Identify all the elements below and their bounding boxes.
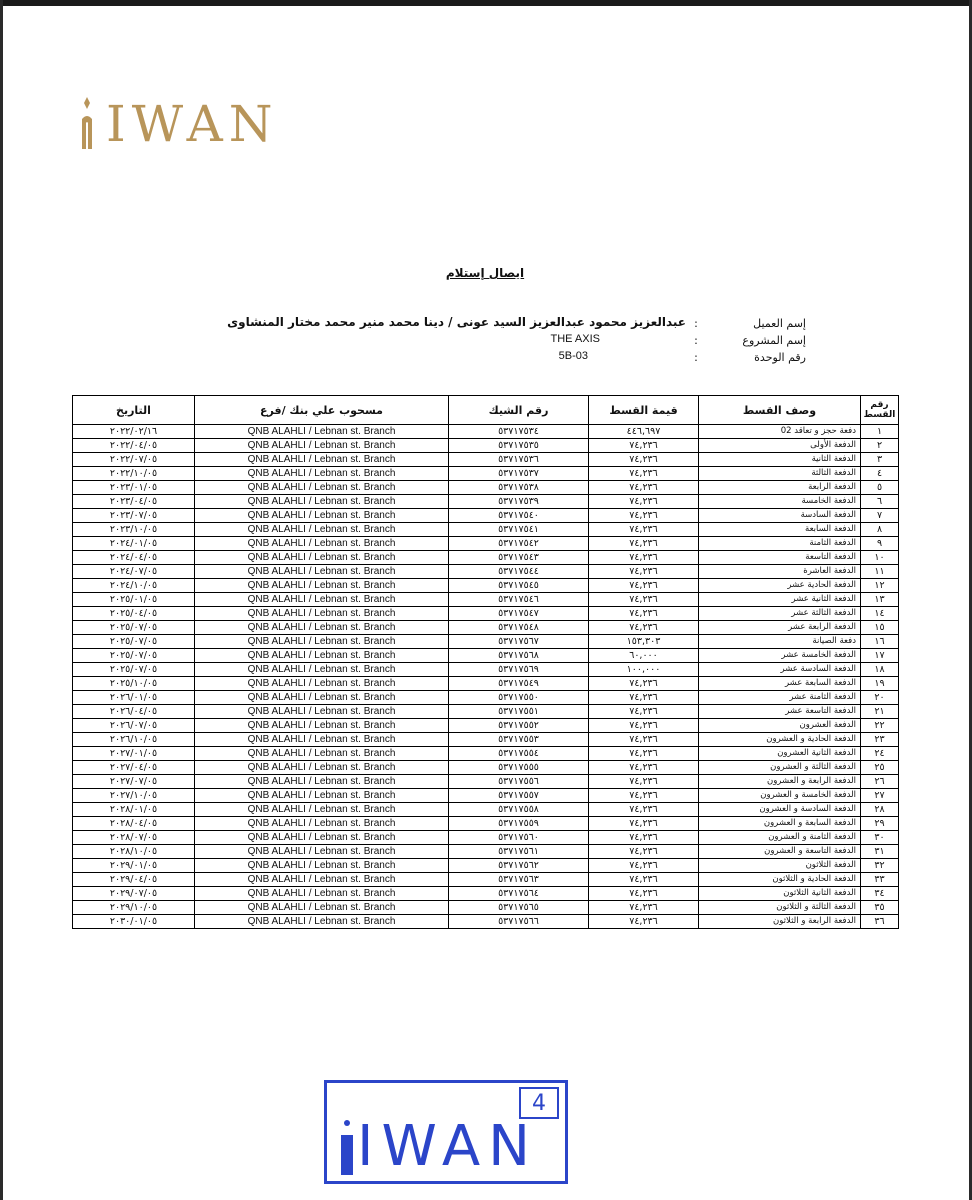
date-cell: ٢٠٢٩/٠٤/٠٥ <box>73 873 195 887</box>
date-cell: ٢٠٢٥/٠٧/٠٥ <box>73 635 195 649</box>
table-row <box>73 873 899 887</box>
installment-number-cell: ٣٤ <box>861 887 899 901</box>
table-row <box>73 425 899 439</box>
date-cell: ٢٠٢٧/٠٧/٠٥ <box>73 775 195 789</box>
bank-branch-cell: QNB ALAHLI / Lebnan st. Branch <box>195 523 449 537</box>
cheque-number-cell: ٥٣٧١٧٥٥٧ <box>449 789 589 803</box>
amount-cell: ٤٤٦,٦٩٧ <box>589 425 699 439</box>
description-cell: الدفعة التاسعة <box>699 551 861 565</box>
amount-cell: ٧٤,٢٣٦ <box>589 775 699 789</box>
cheque-number-cell: ٥٣٧١٧٥٣٩ <box>449 495 589 509</box>
project-name: THE AXIS <box>550 333 600 345</box>
amount-cell: ٧٤,٢٣٦ <box>589 481 699 495</box>
installment-number-cell: ٢٩ <box>861 817 899 831</box>
installment-number-cell: ٣٦ <box>861 915 899 929</box>
cheque-number-cell: ٥٣٧١٧٥٣٤ <box>449 425 589 439</box>
cheque-number-cell: ٥٣٧١٧٥٦٧ <box>449 635 589 649</box>
bank-branch-cell: QNB ALAHLI / Lebnan st. Branch <box>195 551 449 565</box>
cheque-number-cell: ٥٣٧١٧٥٣٥ <box>449 439 589 453</box>
table-row <box>73 453 899 467</box>
iwan-logo <box>78 92 279 156</box>
cheque-number-cell: ٥٣٧١٧٥٤٤ <box>449 565 589 579</box>
table-row <box>73 621 899 635</box>
installment-number-cell: ٢ <box>861 439 899 453</box>
cheque-number-cell: ٥٣٧١٧٥٥٦ <box>449 775 589 789</box>
date-cell: ٢٠٢٥/٠٧/٠٥ <box>73 663 195 677</box>
date-cell: ٢٠٢٦/١٠/٠٥ <box>73 733 195 747</box>
description-cell: الدفعة العاشرة <box>699 565 861 579</box>
bank-branch-cell: QNB ALAHLI / Lebnan st. Branch <box>195 817 449 831</box>
table-row <box>73 649 899 663</box>
bank-branch-cell: QNB ALAHLI / Lebnan st. Branch <box>195 565 449 579</box>
amount-cell: ٧٤,٢٣٦ <box>589 677 699 691</box>
date-cell: ٢٠٢٥/٠٧/٠٥ <box>73 649 195 663</box>
amount-cell: ١٠٠,٠٠٠ <box>589 663 699 677</box>
description-cell: دفعة حجز و تعاقد 02 <box>699 425 861 439</box>
date-cell: ٢٠٢٧/١٠/٠٥ <box>73 789 195 803</box>
amount-cell: ٧٤,٢٣٦ <box>589 887 699 901</box>
date-cell: ٢٠٢٢/٠٤/٠٥ <box>73 439 195 453</box>
date-cell: ٢٠٢٨/١٠/٠٥ <box>73 845 195 859</box>
cheque-number-cell: ٥٣٧١٧٥٥٨ <box>449 803 589 817</box>
description-cell: الدفعة الثانية الثلاثون <box>699 887 861 901</box>
bank-branch-cell: QNB ALAHLI / Lebnan st. Branch <box>195 873 449 887</box>
bank-branch-cell: QNB ALAHLI / Lebnan st. Branch <box>195 887 449 901</box>
installment-number-cell: ٥ <box>861 481 899 495</box>
date-cell: ٢٠٢٦/٠٤/٠٥ <box>73 705 195 719</box>
description-cell: الدفعة الحادية و العشرون <box>699 733 861 747</box>
description-cell: الدفعة الثالثة و الثلاثون <box>699 901 861 915</box>
table-row <box>73 509 899 523</box>
table-row <box>73 481 899 495</box>
cheque-number-cell: ٥٣٧١٧٥٦٩ <box>449 663 589 677</box>
cheque-number-cell: ٥٣٧١٧٥٤٠ <box>449 509 589 523</box>
amount-cell: ١٥٣,٣٠٣ <box>589 635 699 649</box>
date-cell: ٢٠٣٠/٠١/٠٥ <box>73 915 195 929</box>
cheque-number-cell: ٥٣٧١٧٥٤١ <box>449 523 589 537</box>
header-date: التاريخ <box>73 396 195 425</box>
installment-number-cell: ١٢ <box>861 579 899 593</box>
cheque-number-cell: ٥٣٧١٧٥٤٣ <box>449 551 589 565</box>
amount-cell: ٧٤,٢٣٦ <box>589 705 699 719</box>
bank-branch-cell: QNB ALAHLI / Lebnan st. Branch <box>195 831 449 845</box>
installment-number-cell: ٢٣ <box>861 733 899 747</box>
installment-number-cell: ٢١ <box>861 705 899 719</box>
table-row <box>73 747 899 761</box>
table-row <box>73 775 899 789</box>
bank-branch-cell: QNB ALAHLI / Lebnan st. Branch <box>195 663 449 677</box>
amount-cell: ٧٤,٢٣٦ <box>589 439 699 453</box>
description-cell: الدفعة الثالثة و العشرون <box>699 761 861 775</box>
cheque-number-cell: ٥٣٧١٧٥٦٢ <box>449 859 589 873</box>
cheque-number-cell: ٥٣٧١٧٥٤٨ <box>449 621 589 635</box>
amount-cell: ٧٤,٢٣٦ <box>589 845 699 859</box>
description-cell: الدفعة الثامنة و العشرون <box>699 831 861 845</box>
description-cell: الدفعة التاسعة و العشرون <box>699 845 861 859</box>
table-row <box>73 761 899 775</box>
amount-cell: ٧٤,٢٣٦ <box>589 901 699 915</box>
table-row <box>73 593 899 607</box>
amount-cell: ٧٤,٢٣٦ <box>589 915 699 929</box>
description-cell: الدفعة السابعة <box>699 523 861 537</box>
description-cell: الدفعة التاسعة عشر <box>699 705 861 719</box>
description-cell: دفعة الصيانة <box>699 635 861 649</box>
bank-branch-cell: QNB ALAHLI / Lebnan st. Branch <box>195 481 449 495</box>
bank-branch-cell: QNB ALAHLI / Lebnan st. Branch <box>195 915 449 929</box>
bank-branch-cell: QNB ALAHLI / Lebnan st. Branch <box>195 789 449 803</box>
date-cell: ٢٠٢٧/٠١/٠٥ <box>73 747 195 761</box>
description-cell: الدفعة السابعة عشر <box>699 677 861 691</box>
header-description: وصف القسط <box>699 396 861 425</box>
description-cell: الدفعة العشرون <box>699 719 861 733</box>
client-label: إسم العميل <box>753 317 806 330</box>
description-cell: الدفعة الخامسة عشر <box>699 649 861 663</box>
table-row <box>73 467 899 481</box>
bank-branch-cell: QNB ALAHLI / Lebnan st. Branch <box>195 859 449 873</box>
date-cell: ٢٠٢٣/٠٧/٠٥ <box>73 509 195 523</box>
date-cell: ٢٠٢٥/٠٧/٠٥ <box>73 621 195 635</box>
installment-number-cell: ١٨ <box>861 663 899 677</box>
cheque-number-cell: ٥٣٧١٧٥٤٧ <box>449 607 589 621</box>
table-row <box>73 803 899 817</box>
date-cell: ٢٠٢٦/٠٧/٠٥ <box>73 719 195 733</box>
table-row <box>73 551 899 565</box>
installment-number-cell: ٨ <box>861 523 899 537</box>
header-bank-branch: مسحوب علي بنك /فرع <box>195 396 449 425</box>
installment-number-cell: ٣٢ <box>861 859 899 873</box>
page-top-edge <box>0 0 972 6</box>
bank-branch-cell: QNB ALAHLI / Lebnan st. Branch <box>195 621 449 635</box>
amount-cell: ٧٤,٢٣٦ <box>589 453 699 467</box>
date-cell: ٢٠٢٢/٠٧/٠٥ <box>73 453 195 467</box>
amount-cell: ٧٤,٢٣٦ <box>589 495 699 509</box>
stamp-text: IWAN <box>357 1114 539 1179</box>
amount-cell: ٧٤,٢٣٦ <box>589 593 699 607</box>
table-row <box>73 719 899 733</box>
installment-number-cell: ٤ <box>861 467 899 481</box>
table-row <box>73 789 899 803</box>
table-row <box>73 831 899 845</box>
date-cell: ٢٠٢٨/٠٧/٠٥ <box>73 831 195 845</box>
bank-branch-cell: QNB ALAHLI / Lebnan st. Branch <box>195 747 449 761</box>
cheque-number-cell: ٥٣٧١٧٥٦١ <box>449 845 589 859</box>
header-amount: قيمة القسط <box>589 396 699 425</box>
table-row <box>73 607 899 621</box>
installment-number-cell: ٣٥ <box>861 901 899 915</box>
amount-cell: ٧٤,٢٣٦ <box>589 831 699 845</box>
description-cell: الدفعة الرابعة و الثلاثون <box>699 915 861 929</box>
bank-branch-cell: QNB ALAHLI / Lebnan st. Branch <box>195 901 449 915</box>
amount-cell: ٦٠,٠٠٠ <box>589 649 699 663</box>
amount-cell: ٧٤,٢٣٦ <box>589 817 699 831</box>
bank-branch-cell: QNB ALAHLI / Lebnan st. Branch <box>195 677 449 691</box>
date-cell: ٢٠٢٥/٠١/٠٥ <box>73 593 195 607</box>
table-row <box>73 523 899 537</box>
header-installment-number: رقم القسط <box>861 396 899 425</box>
cheque-number-cell: ٥٣٧١٧٥٤٦ <box>449 593 589 607</box>
client-name: عبدالعزيز محمود عبدالعزيز السيد عونى / دينا محمد منير محمد مختار المنشاوى <box>227 315 686 329</box>
description-cell: الدفعة الثلاثون <box>699 859 861 873</box>
bank-branch-cell: QNB ALAHLI / Lebnan st. Branch <box>195 439 449 453</box>
installment-number-cell: ١٦ <box>861 635 899 649</box>
amount-cell: ٧٤,٢٣٦ <box>589 579 699 593</box>
table-row <box>73 915 899 929</box>
logo-text: IWAN <box>106 95 279 153</box>
date-cell: ٢٠٢٩/٠٧/٠٥ <box>73 887 195 901</box>
company-stamp <box>324 1080 568 1184</box>
installment-number-cell: ٣٠ <box>861 831 899 845</box>
description-cell: الدفعة الرابعة و العشرون <box>699 775 861 789</box>
table-row <box>73 565 899 579</box>
table-row <box>73 859 899 873</box>
installment-number-cell: ١٠ <box>861 551 899 565</box>
installment-number-cell: ٣٣ <box>861 873 899 887</box>
amount-cell: ٧٤,٢٣٦ <box>589 859 699 873</box>
cheque-number-cell: ٥٣٧١٧٥٣٨ <box>449 481 589 495</box>
installment-number-cell: ٢٤ <box>861 747 899 761</box>
bank-branch-cell: QNB ALAHLI / Lebnan st. Branch <box>195 733 449 747</box>
description-cell: الدفعة الرابعة عشر <box>699 621 861 635</box>
cheque-number-cell: ٥٣٧١٧٥٦٦ <box>449 915 589 929</box>
installment-number-cell: ٢٧ <box>861 789 899 803</box>
table-row <box>73 495 899 509</box>
cheque-number-cell: ٥٣٧١٧٥٣٦ <box>449 453 589 467</box>
page-left-edge <box>0 0 3 1200</box>
table-row <box>73 817 899 831</box>
table-row <box>73 439 899 453</box>
installment-number-cell: ٢٥ <box>861 761 899 775</box>
amount-cell: ٧٤,٢٣٦ <box>589 719 699 733</box>
cheque-number-cell: ٥٣٧١٧٥٤٩ <box>449 677 589 691</box>
table-row <box>73 845 899 859</box>
table-row <box>73 579 899 593</box>
bank-branch-cell: QNB ALAHLI / Lebnan st. Branch <box>195 509 449 523</box>
cheque-number-cell: ٥٣٧١٧٥٥٠ <box>449 691 589 705</box>
table-row <box>73 537 899 551</box>
cheque-number-cell: ٥٣٧١٧٥٦٨ <box>449 649 589 663</box>
amount-cell: ٧٤,٢٣٦ <box>589 621 699 635</box>
amount-cell: ٧٤,٢٣٦ <box>589 551 699 565</box>
cheque-number-cell: ٥٣٧١٧٥٥٩ <box>449 817 589 831</box>
bank-branch-cell: QNB ALAHLI / Lebnan st. Branch <box>195 649 449 663</box>
installment-number-cell: ١٥ <box>861 621 899 635</box>
bank-branch-cell: QNB ALAHLI / Lebnan st. Branch <box>195 425 449 439</box>
amount-cell: ٧٤,٢٣٦ <box>589 733 699 747</box>
amount-cell: ٧٤,٢٣٦ <box>589 467 699 481</box>
date-cell: ٢٠٢٣/٠١/٠٥ <box>73 481 195 495</box>
description-cell: الدفعة الثالثة عشر <box>699 607 861 621</box>
installment-number-cell: ١٤ <box>861 607 899 621</box>
description-cell: الدفعة الرابعة <box>699 481 861 495</box>
cheque-number-cell: ٥٣٧١٧٥٤٥ <box>449 579 589 593</box>
bank-branch-cell: QNB ALAHLI / Lebnan st. Branch <box>195 593 449 607</box>
description-cell: الدفعة السادسة <box>699 509 861 523</box>
amount-cell: ٧٤,٢٣٦ <box>589 691 699 705</box>
stamp-mark-icon <box>335 1117 359 1177</box>
bank-branch-cell: QNB ALAHLI / Lebnan st. Branch <box>195 691 449 705</box>
date-cell: ٢٠٢٨/٠١/٠٥ <box>73 803 195 817</box>
bank-branch-cell: QNB ALAHLI / Lebnan st. Branch <box>195 453 449 467</box>
installment-number-cell: ١١ <box>861 565 899 579</box>
iwan-logo-mark-icon <box>78 95 96 153</box>
date-cell: ٢٠٢٥/٠٤/٠٥ <box>73 607 195 621</box>
unit-number: 5B-03 <box>558 350 588 362</box>
installment-number-cell: ١٩ <box>861 677 899 691</box>
cheque-number-cell: ٥٣٧١٧٥٥٤ <box>449 747 589 761</box>
bank-branch-cell: QNB ALAHLI / Lebnan st. Branch <box>195 775 449 789</box>
date-cell: ٢٠٢٤/١٠/٠٥ <box>73 579 195 593</box>
cheque-number-cell: ٥٣٧١٧٥٥٢ <box>449 719 589 733</box>
amount-cell: ٧٤,٢٣٦ <box>589 873 699 887</box>
cheque-number-cell: ٥٣٧١٧٥٣٧ <box>449 467 589 481</box>
installments-table <box>72 395 899 929</box>
table-row <box>73 663 899 677</box>
installment-number-cell: ٣١ <box>861 845 899 859</box>
date-cell: ٢٠٢٩/١٠/٠٥ <box>73 901 195 915</box>
installment-number-cell: ١٣ <box>861 593 899 607</box>
project-label: إسم المشروع <box>742 334 806 347</box>
installment-number-cell: ١٧ <box>861 649 899 663</box>
bank-branch-cell: QNB ALAHLI / Lebnan st. Branch <box>195 719 449 733</box>
date-cell: ٢٠٢٣/١٠/٠٥ <box>73 523 195 537</box>
table-row <box>73 705 899 719</box>
date-cell: ٢٠٢٨/٠٤/٠٥ <box>73 817 195 831</box>
amount-cell: ٧٤,٢٣٦ <box>589 607 699 621</box>
header-cheque-number: رقم الشيك <box>449 396 589 425</box>
cheque-number-cell: ٥٣٧١٧٥٥٣ <box>449 733 589 747</box>
cheque-number-cell: ٥٣٧١٧٥٥١ <box>449 705 589 719</box>
table-row <box>73 691 899 705</box>
description-cell: الدفعة السابعة و العشرون <box>699 817 861 831</box>
date-cell: ٢٠٢٣/٠٤/٠٥ <box>73 495 195 509</box>
cheque-number-cell: ٥٣٧١٧٥٦٤ <box>449 887 589 901</box>
stamp-number: 4 <box>519 1087 559 1119</box>
cheque-number-cell: ٥٣٧١٧٥٦٥ <box>449 901 589 915</box>
cheque-number-cell: ٥٣٧١٧٥٥٥ <box>449 761 589 775</box>
bank-branch-cell: QNB ALAHLI / Lebnan st. Branch <box>195 579 449 593</box>
date-cell: ٢٠٢٦/٠١/٠٥ <box>73 691 195 705</box>
bank-branch-cell: QNB ALAHLI / Lebnan st. Branch <box>195 607 449 621</box>
description-cell: الدفعة الثانية العشرون <box>699 747 861 761</box>
unit-label: رقم الوحدة <box>754 351 806 364</box>
bank-branch-cell: QNB ALAHLI / Lebnan st. Branch <box>195 761 449 775</box>
installment-number-cell: ٩ <box>861 537 899 551</box>
project-colon: : <box>694 334 698 347</box>
description-cell: الدفعة الثانية <box>699 453 861 467</box>
amount-cell: ٧٤,٢٣٦ <box>589 747 699 761</box>
description-cell: الدفعة الخامسة <box>699 495 861 509</box>
client-colon: : <box>694 317 698 330</box>
amount-cell: ٧٤,٢٣٦ <box>589 537 699 551</box>
cheque-number-cell: ٥٣٧١٧٥٤٢ <box>449 537 589 551</box>
description-cell: الدفعة الثانية عشر <box>699 593 861 607</box>
description-cell: الدفعة السادسة و العشرون <box>699 803 861 817</box>
table-row <box>73 635 899 649</box>
date-cell: ٢٠٢٤/٠٤/٠٥ <box>73 551 195 565</box>
cheque-number-cell: ٥٣٧١٧٥٦٠ <box>449 831 589 845</box>
table-row <box>73 901 899 915</box>
installment-number-cell: ٦ <box>861 495 899 509</box>
description-cell: الدفعة الثالثة <box>699 467 861 481</box>
description-cell: الدفعة الحادية و الثلاثون <box>699 873 861 887</box>
bank-branch-cell: QNB ALAHLI / Lebnan st. Branch <box>195 635 449 649</box>
description-cell: الدفعة الخامسة و العشرون <box>699 789 861 803</box>
bank-branch-cell: QNB ALAHLI / Lebnan st. Branch <box>195 803 449 817</box>
table-row <box>73 887 899 901</box>
amount-cell: ٧٤,٢٣٦ <box>589 761 699 775</box>
description-cell: الدفعة الحادية عشر <box>699 579 861 593</box>
description-cell: الدفعة الأولى <box>699 439 861 453</box>
installment-number-cell: ٧ <box>861 509 899 523</box>
date-cell: ٢٠٢٧/٠٤/٠٥ <box>73 761 195 775</box>
amount-cell: ٧٤,٢٣٦ <box>589 509 699 523</box>
installment-number-cell: ١ <box>861 425 899 439</box>
amount-cell: ٧٤,٢٣٦ <box>589 565 699 579</box>
table-header-row <box>73 396 899 425</box>
date-cell: ٢٠٢٢/٠٢/١٦ <box>73 425 195 439</box>
table-row <box>73 733 899 747</box>
date-cell: ٢٠٢٤/٠١/٠٥ <box>73 537 195 551</box>
bank-branch-cell: QNB ALAHLI / Lebnan st. Branch <box>195 845 449 859</box>
date-cell: ٢٠٢٢/١٠/٠٥ <box>73 467 195 481</box>
amount-cell: ٧٤,٢٣٦ <box>589 803 699 817</box>
receipt-title: ايصال إستلام <box>445 266 525 280</box>
description-cell: الدفعة السادسة عشر <box>699 663 861 677</box>
installment-number-cell: ٢٠ <box>861 691 899 705</box>
date-cell: ٢٠٢٩/٠١/٠٥ <box>73 859 195 873</box>
amount-cell: ٧٤,٢٣٦ <box>589 789 699 803</box>
bank-branch-cell: QNB ALAHLI / Lebnan st. Branch <box>195 537 449 551</box>
description-cell: الدفعة الثامنة عشر <box>699 691 861 705</box>
bank-branch-cell: QNB ALAHLI / Lebnan st. Branch <box>195 705 449 719</box>
unit-colon: : <box>694 351 698 364</box>
date-cell: ٢٠٢٤/٠٧/٠٥ <box>73 565 195 579</box>
installment-number-cell: ٢٢ <box>861 719 899 733</box>
description-cell: الدفعة الثامنة <box>699 537 861 551</box>
date-cell: ٢٠٢٥/١٠/٠٥ <box>73 677 195 691</box>
cheque-number-cell: ٥٣٧١٧٥٦٣ <box>449 873 589 887</box>
installment-number-cell: ٢٨ <box>861 803 899 817</box>
bank-branch-cell: QNB ALAHLI / Lebnan st. Branch <box>195 495 449 509</box>
amount-cell: ٧٤,٢٣٦ <box>589 523 699 537</box>
installment-number-cell: ٢٦ <box>861 775 899 789</box>
table-row <box>73 677 899 691</box>
installment-number-cell: ٣ <box>861 453 899 467</box>
bank-branch-cell: QNB ALAHLI / Lebnan st. Branch <box>195 467 449 481</box>
